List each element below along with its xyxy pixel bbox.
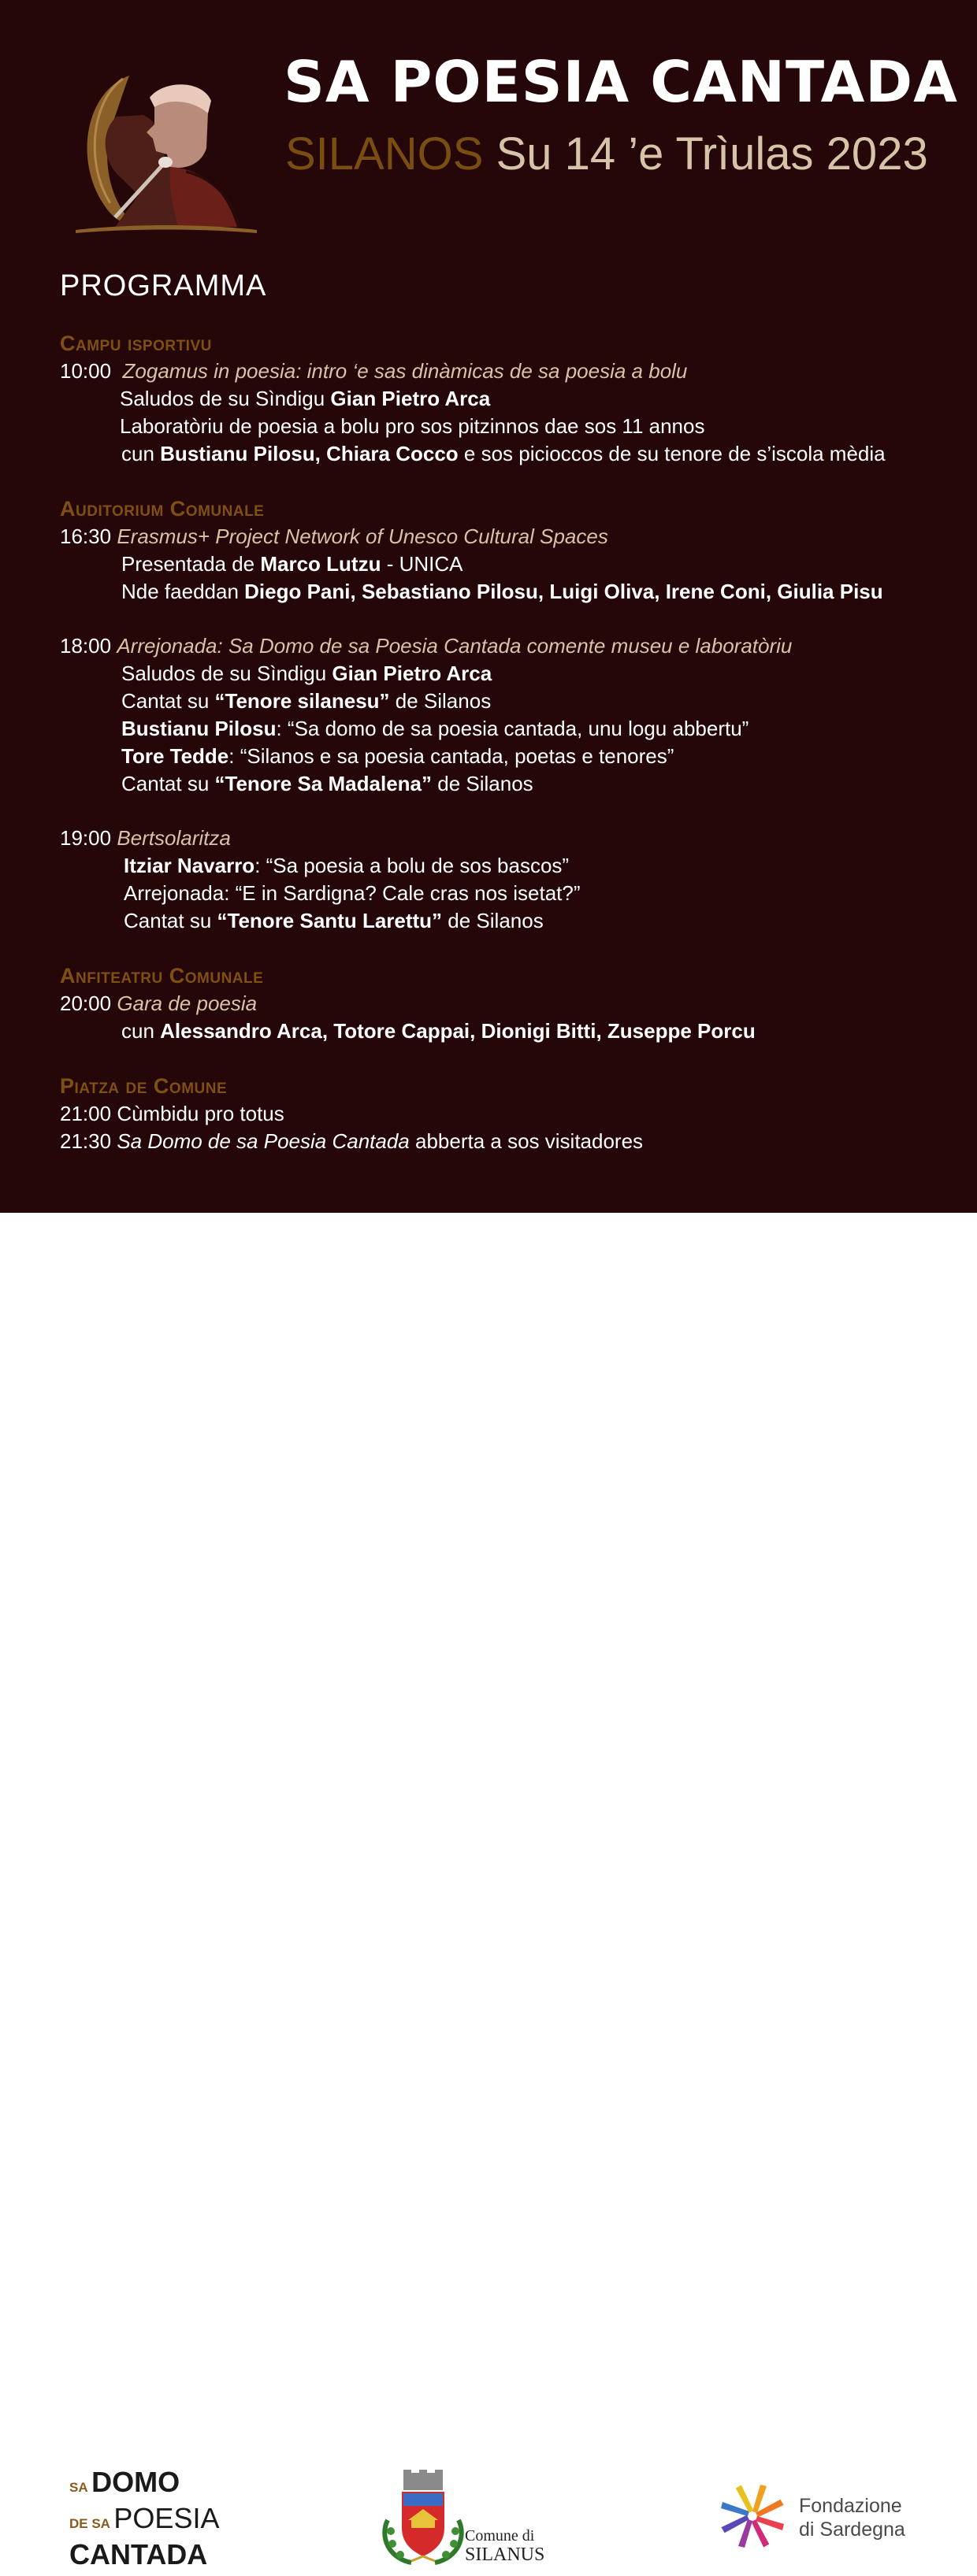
event-line [60, 825, 942, 852]
venue-heading: Auditorium Comunale [60, 497, 265, 521]
event-name-suffix: abberta a sos visitadores [409, 1129, 644, 1153]
fondazione-star-icon [719, 2482, 786, 2550]
event-line [60, 1100, 942, 1128]
comune-silanus-label: Comune di SILANUS [465, 2527, 545, 2565]
event-detail: Tore Tedde: “Silanos e sa poesia cantada, poetas e tenores” [121, 744, 674, 768]
event-time: 10:00 [60, 359, 112, 383]
event-line [60, 523, 942, 550]
event-detail: Cantat su “Tenore silanesu” de Silanos [121, 689, 492, 713]
event-line [60, 990, 942, 1017]
event-detail: Saludos de su Sìndigu Gian Pietro Arca [120, 387, 491, 410]
event-detail: Presentada de Marco Lutzu - UNICA [121, 552, 463, 576]
event-detail: cun Bustianu Pilosu, Chiara Cocco e sos picioccos de su tenore de s’iscola mèdia [121, 442, 886, 465]
event-date: Su 14 ’e Trìulas 2023 [496, 128, 928, 180]
event-detail: Cantat su “Tenore Sa Madalena” de Silanos [121, 772, 533, 795]
event-name: Cùmbidu pro totus [117, 1102, 284, 1125]
poster [0, 0, 977, 1213]
venue-heading: Campu isportivu [60, 332, 212, 355]
event-line [60, 632, 942, 660]
event-detail: Nde faeddan Diego Pani, Sebastiano Pilosu, Luigi Oliva, Irene Coni, Giulia Pisu [121, 580, 883, 603]
program-heading: PROGRAMMA [60, 269, 267, 302]
event-name: Bertsolaritza [117, 826, 231, 850]
event-detail: Itziar Navarro: “Sa poesia a bolu de sos bascos” [124, 854, 570, 877]
event-line [60, 358, 942, 385]
silanus-crest-icon [380, 2465, 466, 2567]
event-detail: Saludos de su Sìndigu Gian Pietro Arca [121, 662, 492, 685]
event-name: Sa Domo de sa Poesia Cantada [117, 1129, 410, 1153]
agenda [60, 329, 942, 1155]
event-detail: Cantat su “Tenore Santu Larettu” de Silanos [124, 909, 544, 932]
event-detail: cun Alessandro Arca, Totore Cappai, Dionigi Bitti, Zuseppe Porcu [121, 1019, 756, 1043]
event-time: 18:00 [60, 634, 112, 658]
poet-microphone-logo [68, 69, 265, 243]
event-subtitle [285, 128, 928, 180]
sponsor-footer [0, 1213, 977, 2570]
venue-heading: Anfiteatru Comunale [60, 964, 264, 988]
event-name: Arrejonada: Sa Domo de sa Poesia Cantada comente museu e laboratòriu [117, 634, 793, 658]
event-time: 16:30 [60, 524, 112, 548]
event-time: 21:00 [60, 1102, 112, 1125]
event-time: 21:30 [60, 1129, 112, 1153]
event-detail: Arrejonada: “E in Sardigna? Cale cras nos isetat?” [124, 881, 581, 905]
event-time: 19:00 [60, 826, 112, 850]
fondazione-label: Fondazione di Sardegna [799, 2495, 905, 2541]
venue-heading: Piatza de Comune [60, 1074, 228, 1098]
sa-domo-logo: SA DOMO DE SA POESIA CANTADA [69, 2466, 220, 2570]
event-detail: Bustianu Pilosu: “Sa domo de sa poesia cantada, unu logu abbertu” [121, 717, 749, 740]
event-time: 20:00 [60, 991, 112, 1015]
event-town: SILANOS [285, 128, 484, 180]
event-name: Zogamus in poesia: intro ‘e sas dinàmicas de sa poesia a bolu [122, 359, 688, 383]
event-line [60, 1128, 942, 1155]
event-name: Erasmus+ Project Network of Unesco Cultural Spaces [117, 524, 608, 548]
event-name: Gara de poesia [117, 991, 258, 1015]
event-detail: Laboratòriu de poesia a bolu pro sos pitzinnos dae sos 11 annos [120, 414, 705, 438]
event-title: SA POESIA CANTADA [284, 49, 958, 115]
